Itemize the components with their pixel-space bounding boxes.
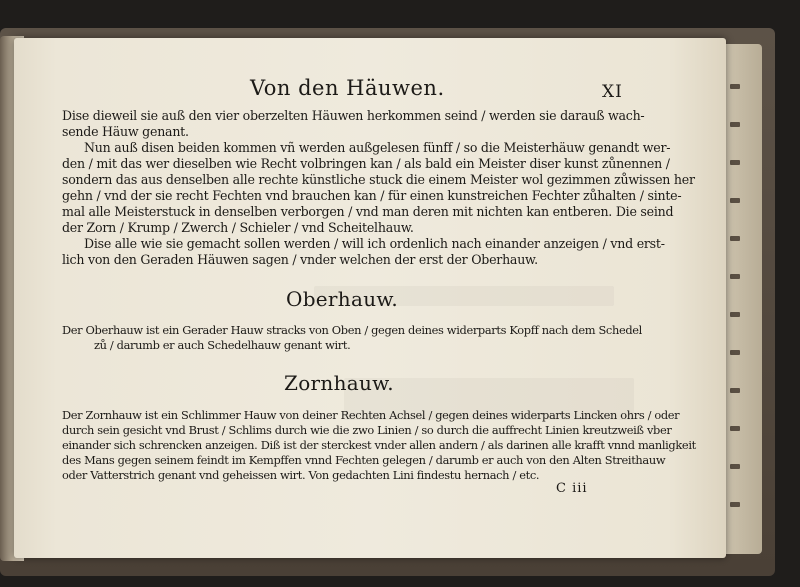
section-line: Der Oberhauw ist ein Gerader Hauw stracks von Oben / gegen deines widerparts Kopff nach dem Schedel [62,323,642,337]
body-line: gehn / vnd der sie recht Fechten vnd brauchen kan / für einen kunstreichen Fechter zůhalten / sinte- [62,188,682,203]
thumb-tab [730,502,740,507]
thumb-tab [730,198,740,203]
printed-page [14,38,726,558]
thumb-tab [730,350,740,355]
body-line: sende Häuw genant. [62,124,189,139]
thumb-tab [730,388,740,393]
body-line: Dise alle wie sie gemacht sollen werden / will ich ordenlich nach einander anzeigen / vnd erst- [84,236,665,251]
section-line: durch sein gesicht vnd Brust / Schlims durch wie die zwo Linien / so durch die auffrecht Linien kreutzweiß vber [62,423,672,437]
page-fore-edge [722,44,762,554]
section-line: Der Zornhauw ist ein Schlimmer Hauw von deiner Rechten Achsel / gegen deines widerparts Lincken ohrs / oder [62,408,680,422]
body-line: lich von den Geraden Häuwen sagen / vnder welchen der erst der Oberhauw. [62,252,538,267]
section-line: oder Vatterstrich genant vnd geheissen wirt. Von gedachten Lini findestu hernach / etc. [62,468,540,482]
thumb-tab [730,122,740,127]
thumb-tab [730,426,740,431]
body-line: Nun auß disen beiden kommen vñ werden außgelesen fünff / so die Meisterhäuw genandt wer- [84,140,671,155]
thumb-tab [730,84,740,89]
body-line: den / mit das wer dieselben wie Recht volbringen kan / als bald ein Meister diser kunst zůnennen / [62,156,670,171]
thumb-tab [730,236,740,241]
section-line: zů / darumb er auch Schedelhauw genant wirt. [94,338,351,352]
section-title-oberhauw: Oberhauw. [286,287,399,311]
body-line: mal alle Meisterstuck in denselben verborgen / vnd man deren mit nichten kan entberen. Die seind [62,204,674,219]
body-line: Dise dieweil sie auß den vier oberzelten Häuwen herkommen seind / werden sie darauß wach- [62,108,645,123]
body-line: der Zorn / Krump / Zwerch / Schieler / vnd Scheitelhauw. [62,220,414,235]
folio-number: XI [602,82,623,102]
body-line: sondern das aus denselben alle rechte künstliche stuck die einem Meister wol gezimmen zůwissen her [62,172,695,187]
thumb-tab [730,160,740,165]
signature-mark: C iii [556,481,588,496]
running-head: Von den Häuwen. [250,76,445,100]
section-title-zornhauw: Zornhauw. [284,371,394,395]
thumb-tab [730,312,740,317]
section-line: einander sich schrencken anzeigen. Diß ist der sterckest vnder allen andern / als darinen alle krafft vnnd manligkeit [62,438,696,452]
section-line: des Mans gegen seinem feindt im Kempffen vnnd Fechten gelegen / darumb er auch von den Alten Streithauw [62,453,666,467]
thumb-tab [730,274,740,279]
thumb-tab [730,464,740,469]
